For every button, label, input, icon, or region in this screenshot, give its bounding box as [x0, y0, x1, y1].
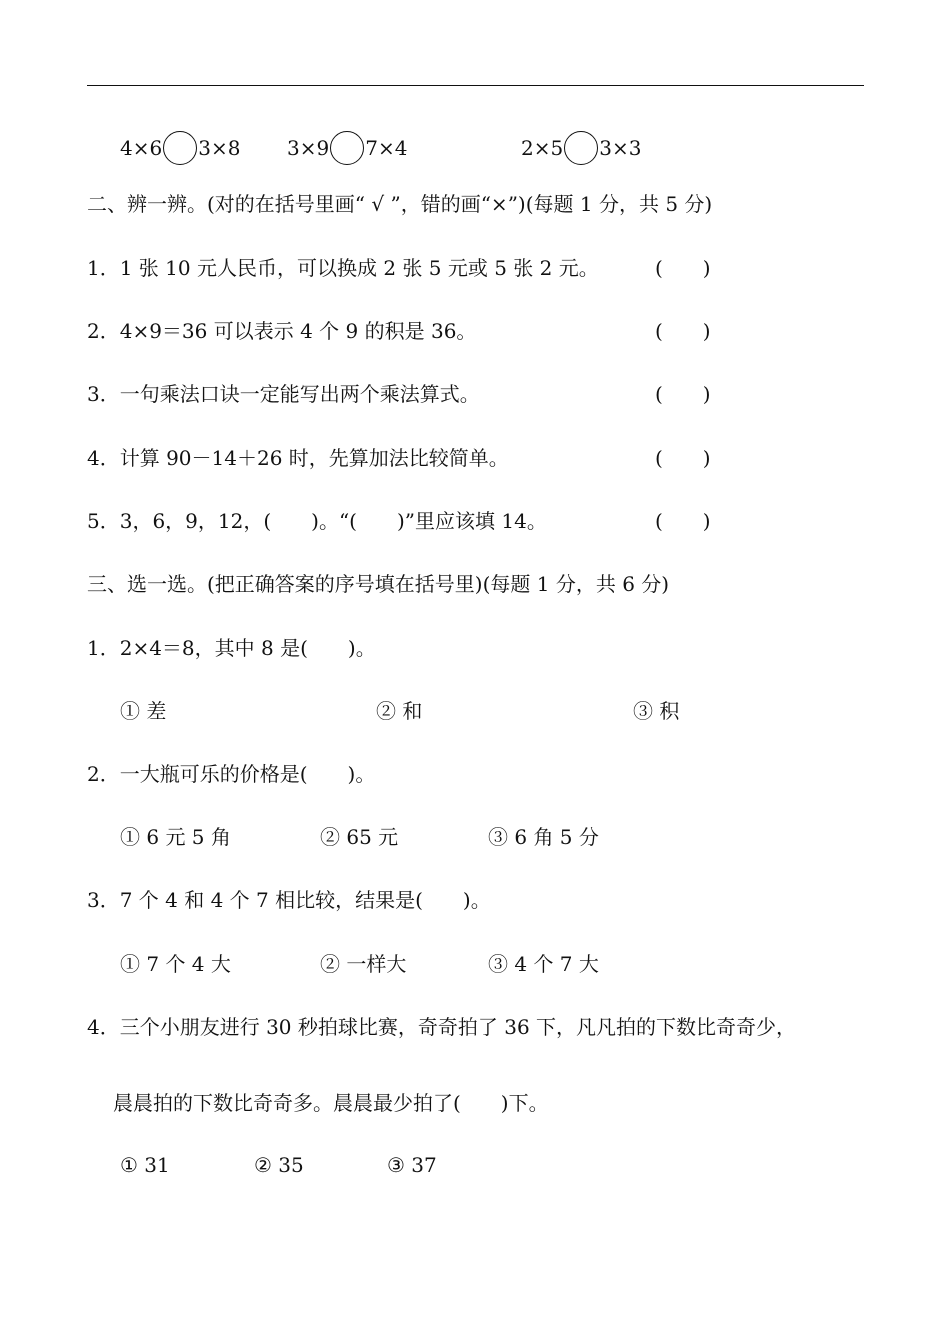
- judge-item-3: 3．一句乘法口诀一定能写出两个乘法算式。: [87, 382, 480, 406]
- judge-item-1: 1．1 张 10 元人民币，可以换成 2 张 5 元或 5 张 2 元。: [87, 256, 599, 280]
- question-4-stem: 4．三个小朋友进行 30 秒拍球比赛，奇奇拍了 36 下，凡凡拍的下数比奇奇少，: [87, 1015, 797, 1039]
- comparison-right: 3×8: [198, 136, 241, 160]
- judge-item-4: 4．计算 90－14＋26 时，先算加法比较简单。: [87, 446, 509, 470]
- question-2-option-b[interactable]: ② 65 元: [320, 825, 399, 849]
- question-4-option-a[interactable]: ① 31: [120, 1153, 170, 1177]
- question-3-option-b[interactable]: ② 一样大: [320, 952, 407, 976]
- question-2-stem: 2．一大瓶可乐的价格是( )。: [87, 762, 376, 786]
- question-1-option-b[interactable]: ② 和: [376, 699, 423, 723]
- question-1-option-c[interactable]: ③ 积: [633, 699, 680, 723]
- question-1-stem: 1．2×4＝8，其中 8 是( )。: [87, 636, 376, 660]
- comparison-left: 4×6: [120, 136, 163, 160]
- comparison-left: 3×9: [287, 136, 330, 160]
- comparison-1: [120, 131, 240, 165]
- question-2-option-c[interactable]: ③ 6 角 5 分: [488, 825, 599, 849]
- answer-circle[interactable]: [564, 131, 598, 165]
- question-4-option-b[interactable]: ② 35: [254, 1153, 304, 1177]
- comparison-3: [521, 131, 641, 165]
- judge-item-2: 2．4×9＝36 可以表示 4 个 9 的积是 36。: [87, 319, 477, 343]
- comparison-right: 3×3: [599, 136, 642, 160]
- comparison-right: 7×4: [365, 136, 408, 160]
- section3-heading: 三、选一选。(把正确答案的序号填在括号里)(每题 1 分，共 6 分): [87, 572, 670, 596]
- answer-circle[interactable]: [163, 131, 197, 165]
- question-2-option-a[interactable]: ① 6 元 5 角: [120, 825, 231, 849]
- question-3-option-a[interactable]: ① 7 个 4 大: [120, 952, 231, 976]
- judge-item-5: 5．3，6，9，12，( )。“( )”里应该填 14。: [87, 509, 547, 533]
- comparison-2: [287, 131, 407, 165]
- answer-paren-5[interactable]: ( ): [655, 509, 711, 533]
- question-3-stem: 3．7 个 4 和 4 个 7 相比较，结果是( )。: [87, 888, 491, 912]
- question-4-stem-continued: 晨晨拍的下数比奇奇多。晨晨最少拍了( )下。: [113, 1091, 549, 1115]
- comparison-left: 2×5: [521, 136, 564, 160]
- header-rule: [87, 85, 864, 86]
- question-4-option-c[interactable]: ③ 37: [387, 1153, 437, 1177]
- answer-circle[interactable]: [330, 131, 364, 165]
- answer-paren-2[interactable]: ( ): [655, 319, 711, 343]
- answer-paren-4[interactable]: ( ): [655, 446, 711, 470]
- answer-paren-1[interactable]: ( ): [655, 256, 711, 280]
- question-1-option-a[interactable]: ① 差: [120, 699, 167, 723]
- answer-paren-3[interactable]: ( ): [655, 382, 711, 406]
- question-3-option-c[interactable]: ③ 4 个 7 大: [488, 952, 599, 976]
- section2-heading: 二、辨一辨。(对的在括号里画“ √ ”，错的画“×”)(每题 1 分，共 5 分): [87, 192, 713, 216]
